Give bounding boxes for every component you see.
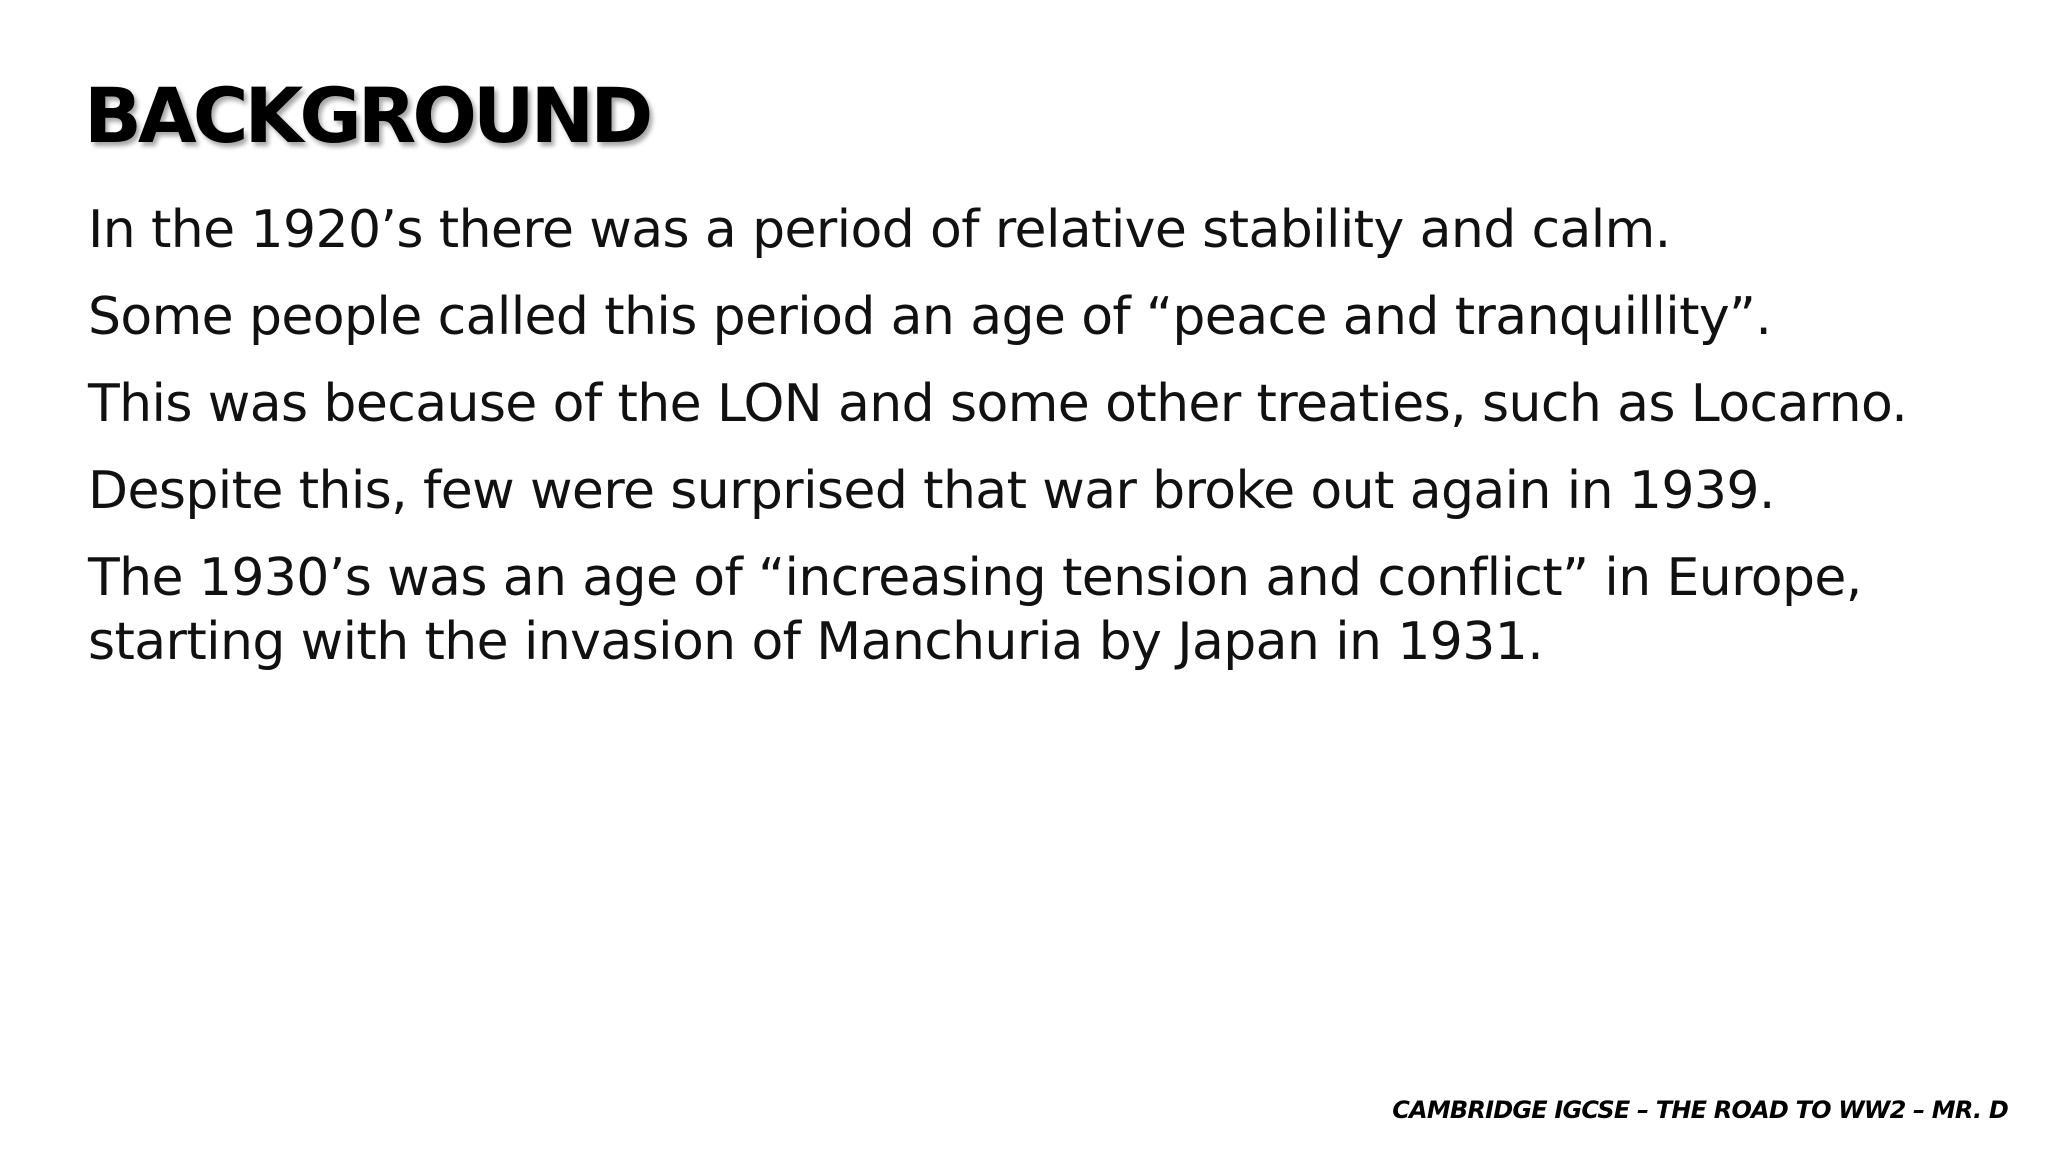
- body-text-line-5: The 1930’s was an age of “increasing tension and conflict” in Europe, starting with the invasion of Manchuria by Japan in 1931.: [88, 548, 1862, 672]
- body-text-line-1: In the 1920’s there was a period of relative stability and calm.: [88, 200, 1671, 260]
- slide-footer: CAMBRIDGE IGCSE – THE ROAD TO WW2 – MR. D: [1392, 1096, 2008, 1124]
- body-text-line-4: Despite this, few were surprised that war broke out again in 1939.: [88, 461, 1775, 521]
- body-text-line-2: Some people called this period an age of “peace and tranquillity”.: [88, 287, 1772, 347]
- slide-body: [88, 198, 2008, 697]
- slide-title: BACKGROUND: [84, 71, 650, 160]
- body-text-line-3: This was because of the LON and some other treaties, such as Locarno.: [88, 374, 1908, 434]
